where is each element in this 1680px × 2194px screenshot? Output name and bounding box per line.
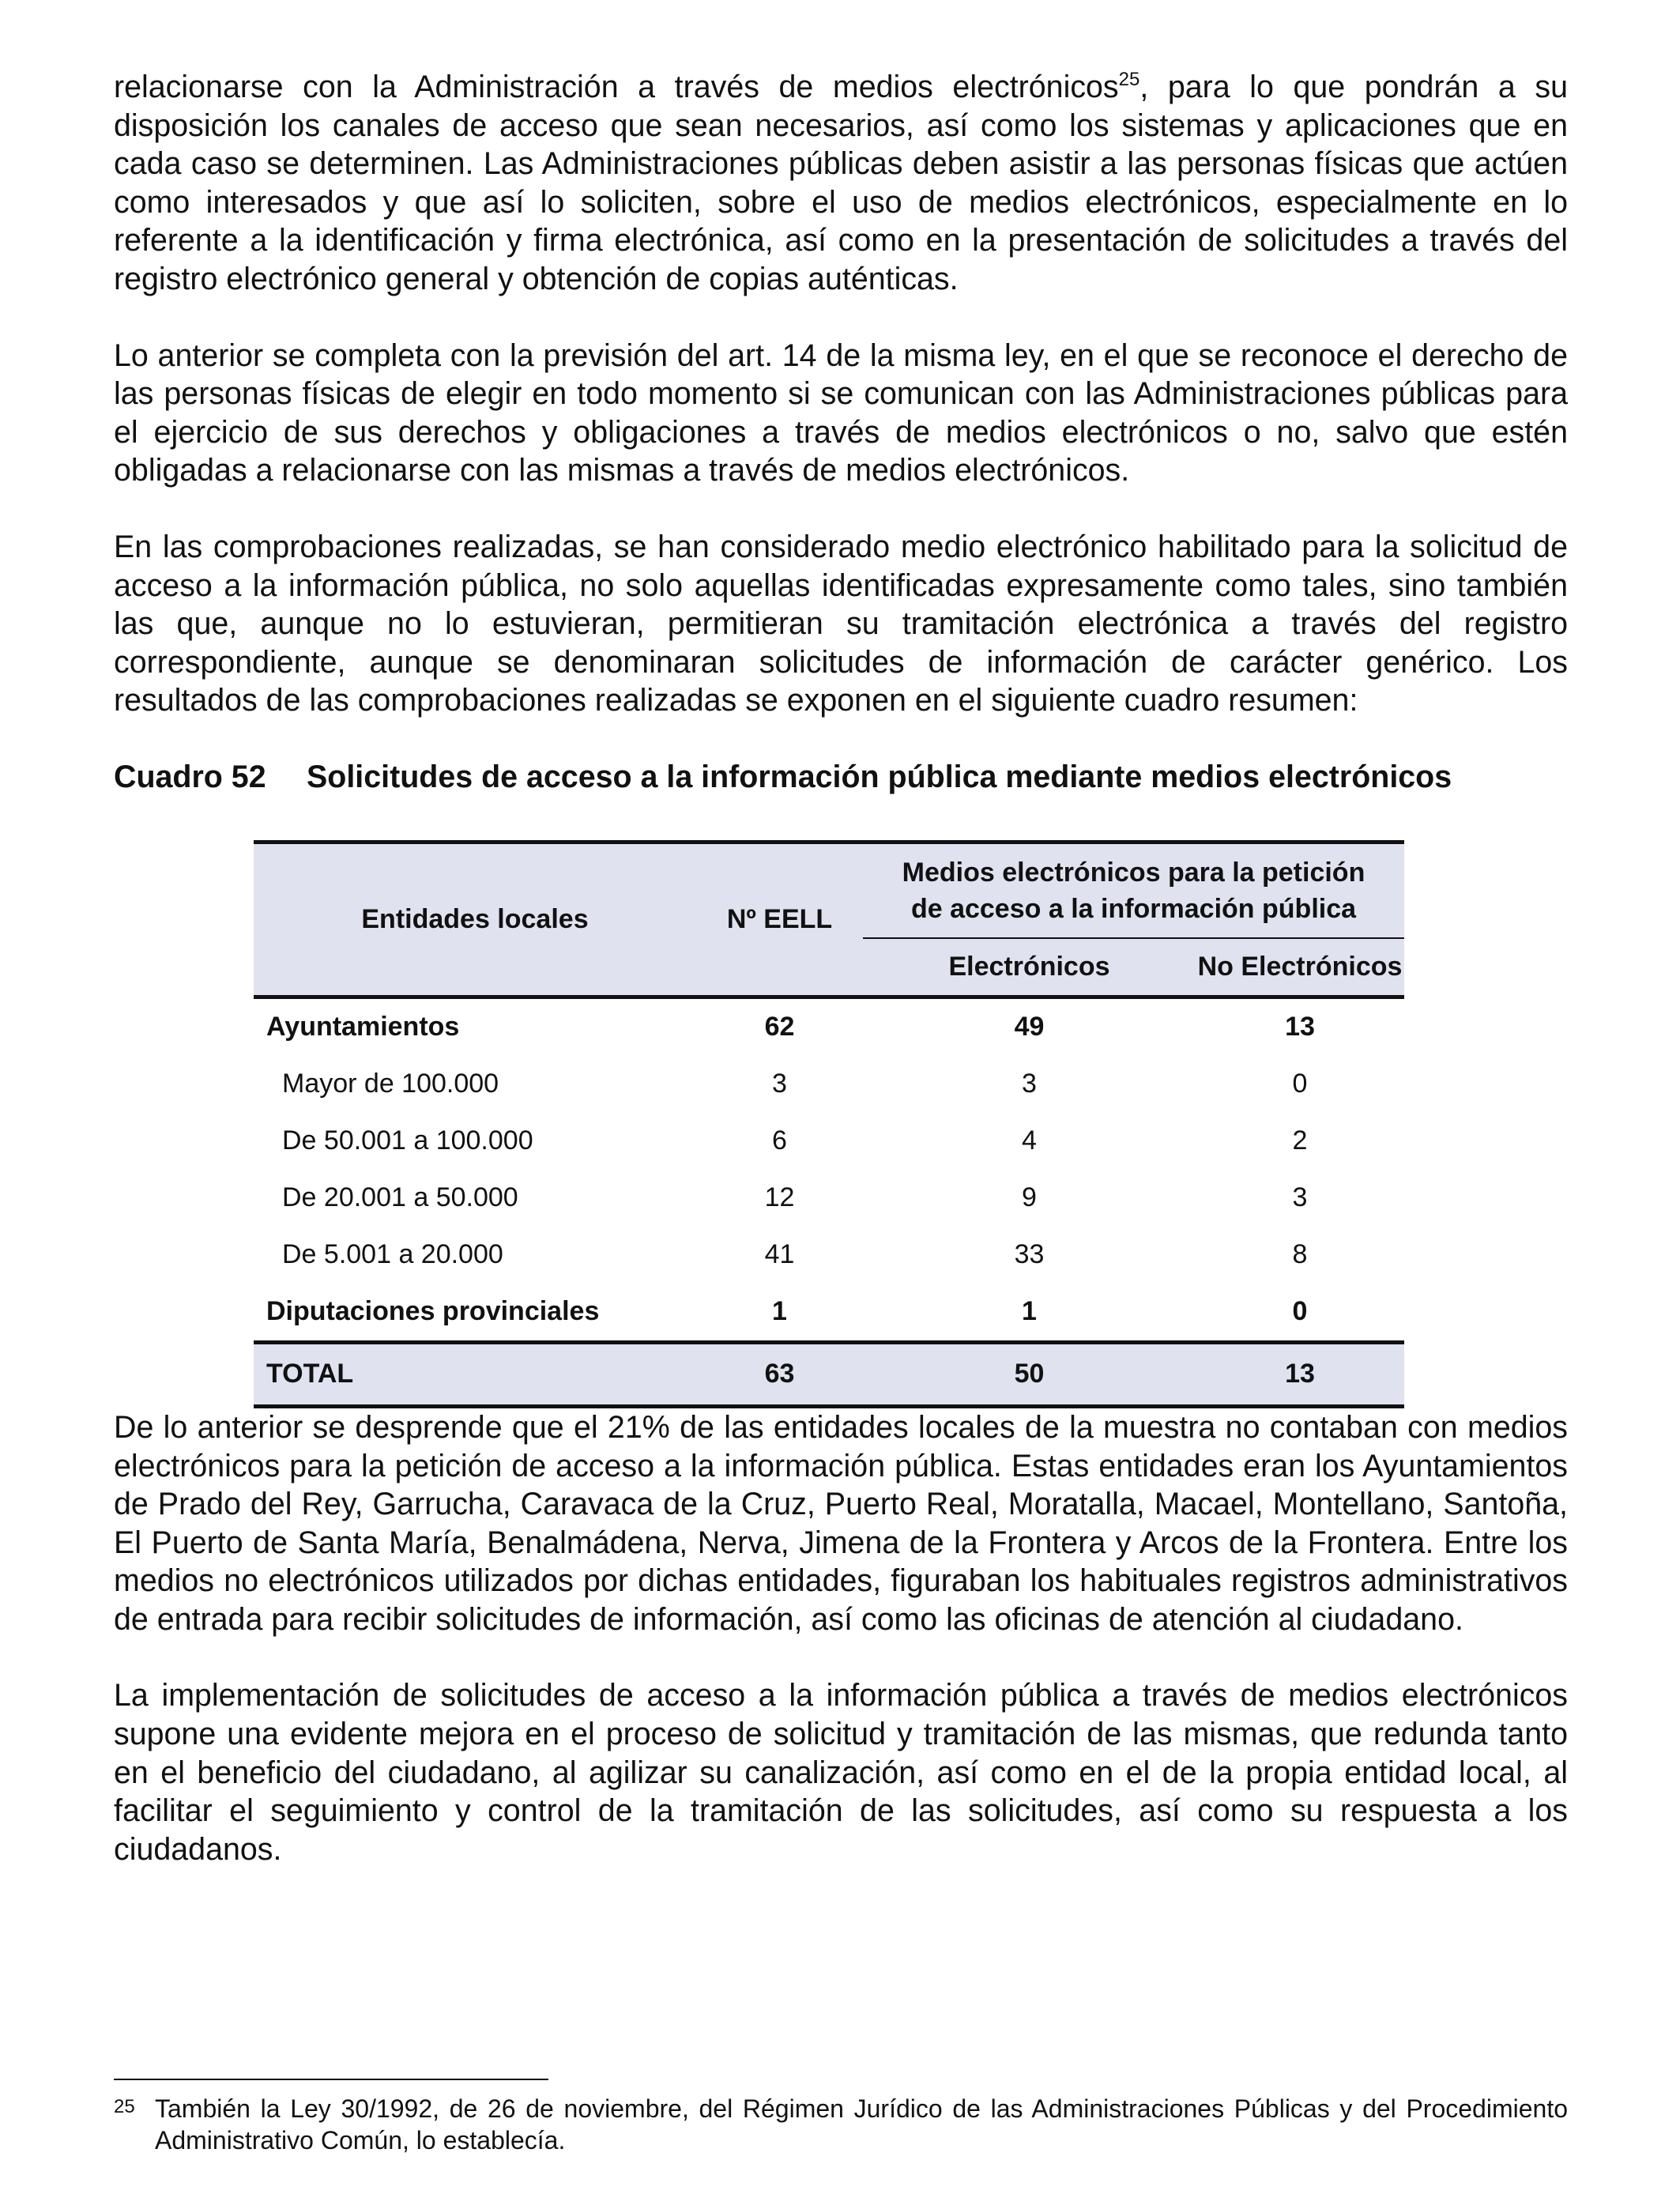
footnote-text: También la Ley 30/1992, de 26 de noviembre, del Régimen Jurídico de las Administraciones Públicas y del Procedimiento Administrativo Común, lo establecía. xyxy=(155,2094,1568,2154)
table-row xyxy=(254,1056,1404,1113)
footnote xyxy=(114,2093,1568,2156)
total-e: 50 xyxy=(863,1342,1196,1406)
paragraph-1-rest: , para lo que pondrán a su disposición los canales de acceso que sean necesarios, así como los sistemas y aplicaciones que en cada caso se determinen. Las Administraciones públicas deben asistir a las personas físicas que actúen como interesados y que así lo soliciten, sobre el uso de medios electrónicos, especialmente en lo referente a la identificación y firma electrónica, así como en la presentación de solicitudes a través del registro electrónico general y obtención de copias auténticas. xyxy=(114,70,1568,296)
footnote-divider xyxy=(114,2079,548,2080)
row-n: 3 xyxy=(772,1069,787,1099)
row-label: Ayuntamientos xyxy=(266,1012,460,1042)
row-label: De 50.001 a 100.000 xyxy=(282,1125,533,1156)
table-row xyxy=(254,997,1404,1056)
row-e: 33 xyxy=(1014,1239,1045,1270)
total-n: 63 xyxy=(696,1342,863,1406)
paragraph-1-text: relacionarse con la Administración a través de medios electrónicos xyxy=(114,70,1119,104)
row-label: De 20.001 a 50.000 xyxy=(282,1182,518,1213)
row-ne: 2 xyxy=(1292,1125,1308,1156)
document-page xyxy=(114,68,1568,1868)
row-e: 3 xyxy=(1022,1069,1037,1099)
row-n: 62 xyxy=(764,1012,795,1042)
table-header-row-1 xyxy=(254,842,1404,938)
row-ne: 13 xyxy=(1285,1012,1315,1042)
row-n: 12 xyxy=(764,1182,795,1213)
row-n: 1 xyxy=(696,1284,863,1343)
header-medios xyxy=(863,842,1404,938)
row-n: 6 xyxy=(772,1125,787,1156)
footnote-reference[interactable]: 25 xyxy=(1118,69,1140,90)
table-total-row xyxy=(254,1342,1404,1406)
header-entidades: Entidades locales xyxy=(254,842,696,997)
paragraph-3: En las comprobaciones realizadas, se han considerado medio electrónico habilitado para la solicitud de acceso a la información pública, no solo aquellas identificadas expresamente como tales, sino también las que, aunque no lo estuvieran, permitieran su tramitación electrónica a través del registro correspondiente, aunque se denominaran solicitudes de información de carácter genérico. Los resultados de las comprobaciones realizadas se exponen en el siguiente cuadro resumen: xyxy=(114,529,1568,718)
row-label: Mayor de 100.000 xyxy=(282,1069,499,1099)
header-n-eell: Nº EELL xyxy=(696,842,863,997)
row-label: De 5.001 a 20.000 xyxy=(282,1239,503,1270)
row-n: 41 xyxy=(764,1239,795,1270)
paragraph-2: Lo anterior se completa con la previsión del art. 14 de la misma ley, en el que se reconoce el derecho de las personas físicas de elegir en todo momento si se comunican con las Administraciones públicas para el ejercicio de sus derechos y obligaciones a través de medios electrónicos o no, salvo que estén obligadas a relacionarse con las mismas a través de medios electrónicos. xyxy=(114,337,1568,488)
data-table xyxy=(254,840,1404,1408)
table-row xyxy=(254,1113,1404,1170)
table-caption xyxy=(114,758,1568,796)
paragraph-1 xyxy=(114,68,1568,299)
header-electronicos: Electrónicos xyxy=(863,938,1196,997)
header-no-electronicos: No Electrónicos xyxy=(1196,938,1404,997)
caption-title: Solicitudes de acceso a la información pública mediante medios electrónicos xyxy=(307,759,1452,794)
caption-number: Cuadro 52 xyxy=(114,759,266,794)
paragraph-5: La implementación de solicitudes de acceso a la información pública a través de medios electrónicos supone una evidente mejora en el proceso de solicitud y tramitación de las mismas, que redunda tanto en el beneficio del ciudadano, al agilizar su canalización, así como en el de la propia entidad local, al facilitar el seguimiento y control de la tramitación de las solicitudes, así como su respuesta a los ciudadanos. xyxy=(114,1678,1568,1867)
header-medios-line2: de acceso a la información pública xyxy=(910,894,1357,925)
row-label: Diputaciones provinciales xyxy=(254,1284,696,1343)
row-ne: 0 xyxy=(1292,1069,1308,1099)
footnote-mark: 25 xyxy=(114,2096,135,2117)
row-ne: 8 xyxy=(1292,1239,1308,1270)
row-e: 9 xyxy=(1022,1182,1037,1213)
row-ne: 0 xyxy=(1196,1284,1404,1343)
total-ne: 13 xyxy=(1196,1342,1404,1406)
row-ne: 3 xyxy=(1292,1182,1308,1213)
table-row xyxy=(254,1227,1404,1284)
total-label: TOTAL xyxy=(254,1342,696,1406)
table-row xyxy=(254,1170,1404,1227)
row-e: 49 xyxy=(1014,1012,1045,1042)
paragraph-4: De lo anterior se desprende que el 21% de las entidades locales de la muestra no contaban con medios electrónicos para la petición de acceso a la información pública. Estas entidades eran los Ayuntamientos de Prado del Rey, Garrucha, Caravaca de la Cruz, Puerto Real, Moratalla, Macael, Montellano, Santoña, El Puerto de Santa María, Benalmádena, Nerva, Jimena de la Frontera y Arcos de la Frontera. Entre los medios no electrónicos utilizados por dichas entidades, figuraban los habituales registros administrativos de entrada para recibir solicitudes de información, así como las oficinas de atención al ciudadano. xyxy=(114,1409,1568,1637)
row-e: 1 xyxy=(863,1284,1196,1343)
header-medios-line1: Medios electrónicos para la petición xyxy=(902,858,1365,888)
row-e: 4 xyxy=(1022,1125,1037,1156)
table-row xyxy=(254,1284,1404,1343)
